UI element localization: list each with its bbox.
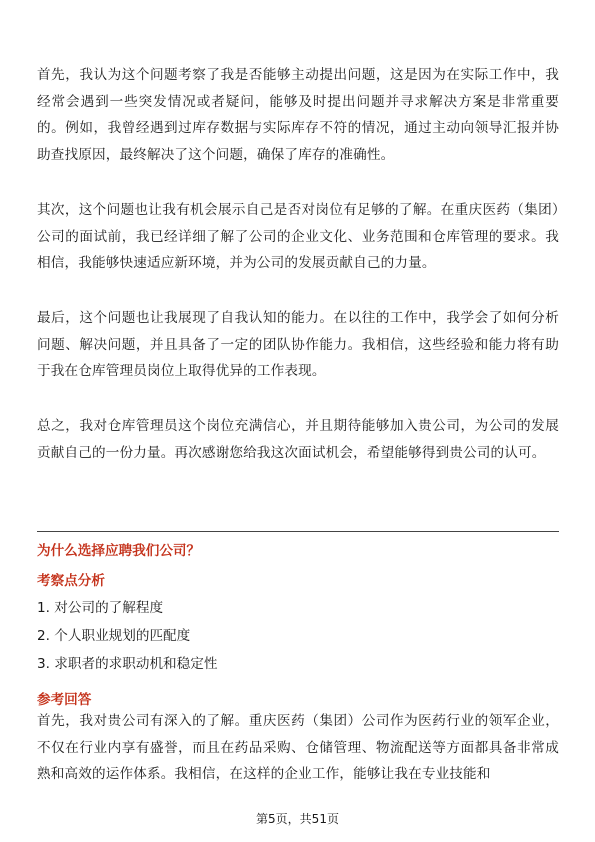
- analysis-item: 3. 求职者的求职动机和稳定性: [37, 656, 218, 672]
- analysis-item: 1. 对公司的了解程度: [37, 600, 164, 616]
- section-divider: [37, 531, 559, 532]
- analysis-heading: 考察点分析: [37, 573, 105, 589]
- page-number: 第5页，共51页: [256, 812, 339, 826]
- previous-answer-body: [37, 62, 559, 466]
- paragraph-second: 其次，这个问题也让我有机会展示自己是否对岗位有足够的了解。在重庆医药（集团）公司的面试前，我已经详细了解了公司的企业文化、业务范围和仓库管理的要求。我相信，我能够快速适应新环境，并为公司的发展贡献自己的力量。: [37, 201, 559, 272]
- paragraph-first: 首先，我认为这个问题考察了我是否能够主动提出问题，这是因为在实际工作中，我经常会遇到一些突发情况或者疑问，能够及时提出问题并寻求解决方案是非常重要的。例如，我曾经遇到过库存数据与实际库存不符的情况，通过主动向领导汇报并协助查找原因，最终解决了这个问题，确保了库存的准确性。: [37, 67, 559, 164]
- question-title: 为什么选择应聘我们公司？: [37, 543, 201, 559]
- paragraph-conclusion: 总之，我对仓库管理员这个岗位充满信心，并且期待能够加入贵公司，为公司的发展贡献自己的一份力量。再次感谢您给我这次面试机会，希望能够得到贵公司的认可。: [37, 418, 559, 461]
- answer-heading: 参考回答: [37, 692, 92, 708]
- paragraph-spacer: [37, 277, 559, 305]
- paragraph-spacer: [37, 385, 559, 413]
- answer-body: [37, 708, 559, 788]
- answer-text: 首先，我对贵公司有深入的了解。重庆医药（集团）公司作为医药行业的领军企业，不仅在行业内享有盛誉，而且在药品采购、仓储管理、物流配送等方面都具备非常成熟和高效的运作体系。我相信，在这样的企业工作，能够让我在专业技能和: [37, 713, 559, 782]
- paragraph-spacer: [37, 169, 559, 197]
- analysis-item: 2. 个人职业规划的匹配度: [37, 628, 191, 644]
- paragraph-third: 最后，这个问题也让我展现了自我认知的能力。在以往的工作中，我学会了如何分析问题、解决问题，并且具备了一定的团队协作能力。我相信，这些经验和能力将有助于我在仓库管理员岗位上取得优异的工作表现。: [37, 309, 559, 380]
